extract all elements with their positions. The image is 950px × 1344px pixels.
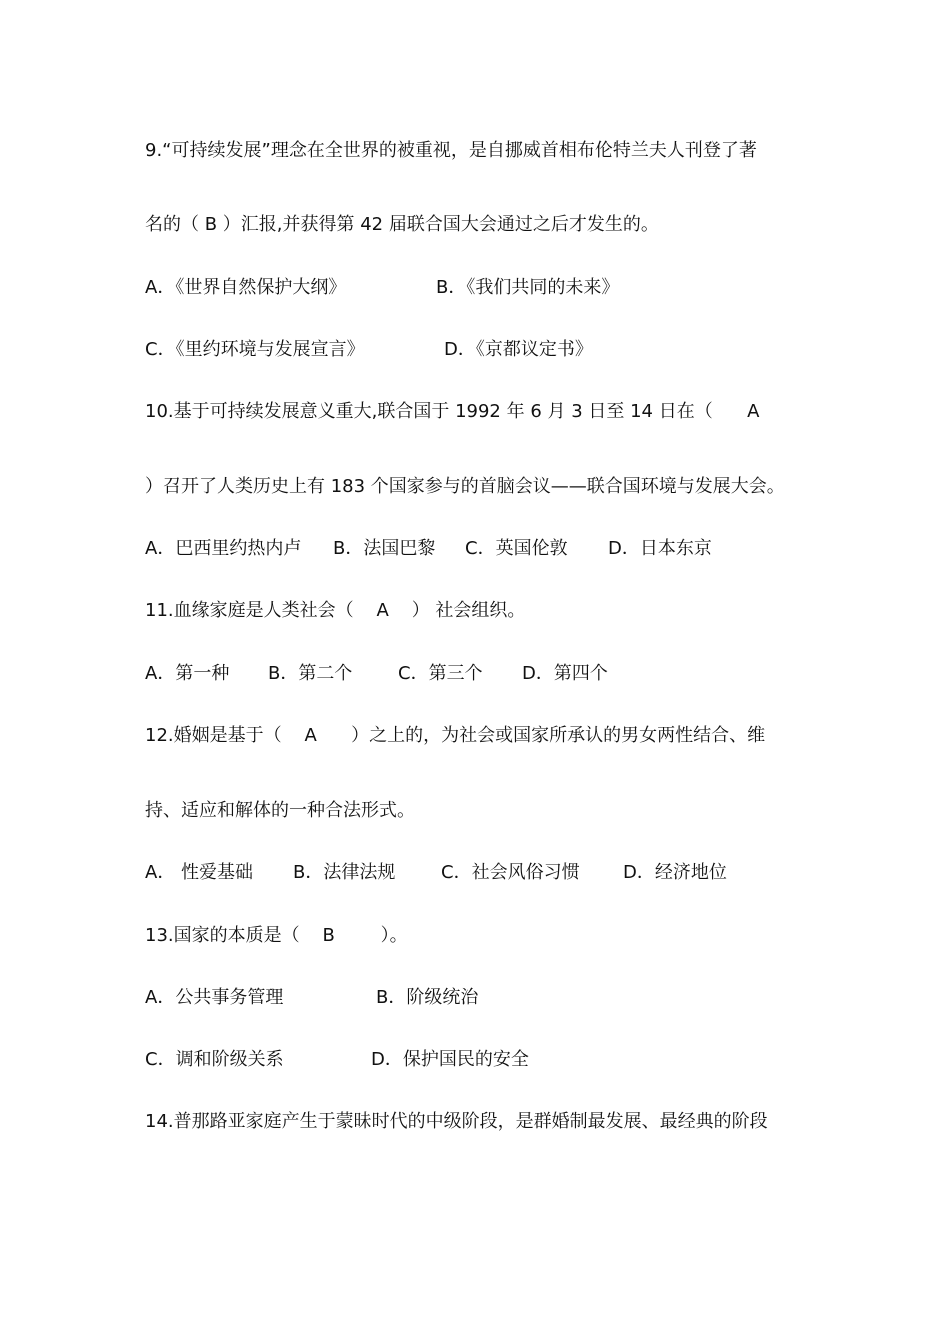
question-12-option-d: D．经济地位 bbox=[623, 862, 727, 883]
question-12-option-b: B．法律法规 bbox=[293, 862, 396, 883]
question-10-option-a: A．巴西里约热内卢 bbox=[145, 538, 302, 559]
question-9-option-c: C．《里约环境与发展宣言》 bbox=[145, 339, 365, 360]
question-10-option-b: B．法国巴黎 bbox=[333, 538, 436, 559]
question-11-option-b: B．第二个 bbox=[268, 663, 353, 684]
question-12-stem-line-1: 12.婚姻是基于（ A ）之上的，为社会或国家所承认的男女两性结合、维 bbox=[145, 725, 766, 746]
question-12-option-a: A． 性爱基础 bbox=[145, 862, 254, 883]
question-9-stem-line-2: 名的（ B ）汇报,并获得第 42 届联合国大会通过之后才发生的。 bbox=[145, 214, 659, 235]
question-11-option-d: D．第四个 bbox=[522, 663, 608, 684]
question-10-stem-line-2: ）召开了人类历史上有 183 个国家参与的首脑会议——联合国环境与发展大会。 bbox=[145, 476, 785, 497]
question-9-option-b: B．《我们共同的未来》 bbox=[436, 277, 620, 298]
question-12-option-c: C．社会风俗习惯 bbox=[441, 862, 580, 883]
question-13-option-b: B．阶级统治 bbox=[376, 987, 479, 1008]
question-14-stem-line-1: 14.普那路亚家庭产生于蒙昧时代的中级阶段，是群婚制最发展、最经典的阶段 bbox=[145, 1111, 768, 1132]
question-11-option-c: C．第三个 bbox=[398, 663, 483, 684]
question-9-option-d: D．《京都议定书》 bbox=[444, 339, 593, 360]
question-11-option-a: A．第一种 bbox=[145, 663, 230, 684]
question-9-option-a: A．《世界自然保护大纲》 bbox=[145, 277, 347, 298]
question-10-stem-line-1: 10.基于可持续发展意义重大,联合国于 1992 年 6 月 3 日至 14 日在（ A bbox=[145, 401, 760, 422]
question-10-option-d: D．日本东京 bbox=[608, 538, 712, 559]
question-12-stem-line-2: 持、适应和解体的一种合法形式。 bbox=[145, 800, 415, 821]
question-13-option-d: D．保护国民的安全 bbox=[371, 1049, 529, 1070]
question-9-stem-line-1: 9.“可持续发展”理念在全世界的被重视，是自挪威首相布伦特兰夫人刊登了著 bbox=[145, 140, 757, 161]
question-10-option-c: C．英国伦敦 bbox=[465, 538, 568, 559]
question-13-option-a: A．公共事务管理 bbox=[145, 987, 284, 1008]
question-13-stem-line-1: 13.国家的本质是（ B ）。 bbox=[145, 925, 408, 946]
question-11-stem-line-1: 11.血缘家庭是人类社会（ A ） 社会组织。 bbox=[145, 600, 526, 621]
question-13-option-c: C．调和阶级关系 bbox=[145, 1049, 284, 1070]
